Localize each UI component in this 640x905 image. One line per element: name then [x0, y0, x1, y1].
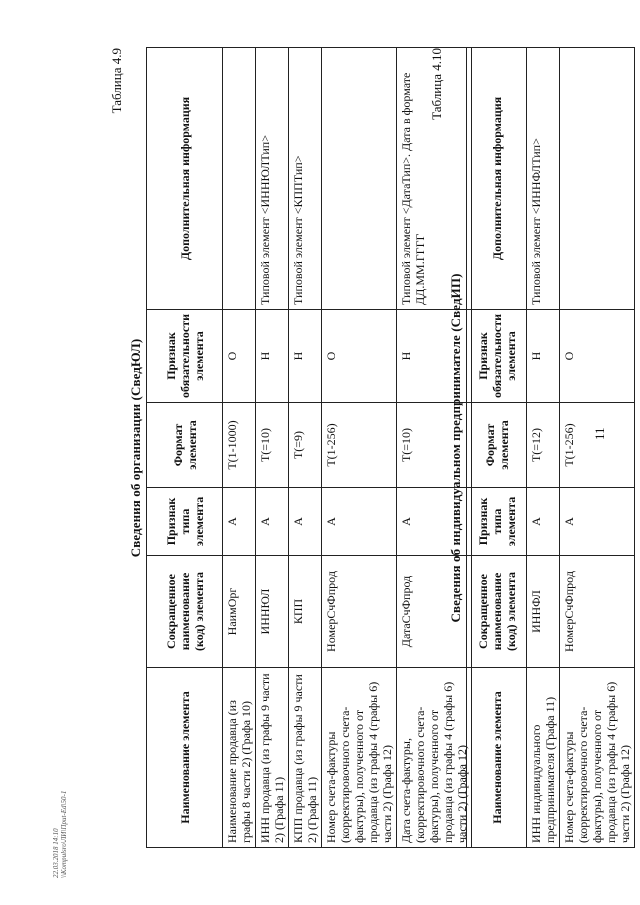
cell-code: НаимОрг	[223, 556, 256, 668]
cell-format: T(=10)	[397, 403, 472, 488]
cell-type: А	[560, 488, 635, 556]
cell-info	[223, 48, 256, 310]
table-row	[289, 48, 322, 848]
cell-info: Типовой элемент <ДатаТип>. Дата в формате ДД.ММ.ГГГГ	[397, 48, 472, 310]
cell-name: Дата счета-фактуры, (корректировочного счета-фактуры), полученного от продавца (из графы 4 (графы 6) части 2) (Графа 12)	[397, 668, 472, 848]
cell-code: ИННФЛ	[527, 556, 560, 668]
cell-type: А	[256, 488, 289, 556]
cell-type: А	[223, 488, 256, 556]
table-row	[322, 48, 397, 848]
col-header-type: Признак типа элемента	[147, 488, 223, 556]
col-header-type: Признак типа элемента	[467, 488, 527, 556]
col-header-format: Формат элемента	[467, 403, 527, 488]
table-4-10	[466, 47, 635, 848]
cell-code: ДатаСчФпрод	[397, 556, 472, 668]
cell-name: Номер счета-фактуры (корректировочного счета-фактуры), полученного от продавца (из графы 4 (графы 6) части 2) (Графа 12)	[322, 668, 397, 848]
cell-required: О	[560, 310, 635, 403]
cell-name: ИНН продавца (из графы 9 части 2) (Графа 11)	[256, 668, 289, 848]
table-4-10-block	[428, 48, 635, 848]
cell-type: А	[322, 488, 397, 556]
cell-code: НомерСчФпрод	[560, 556, 635, 668]
cell-code: КПП	[289, 556, 322, 668]
cell-code: ИННЮЛ	[256, 556, 289, 668]
col-header-info: Дополнительная информация	[467, 48, 527, 310]
table-row	[560, 48, 635, 848]
table-title: Сведения об организации (СведЮЛ)	[128, 338, 143, 558]
col-header-name: Наименование элемента	[467, 668, 527, 848]
cell-required: Н	[397, 310, 472, 403]
cell-required: Н	[289, 310, 322, 403]
col-header-code: Сокращенное наименование (код) элемента	[147, 556, 223, 668]
col-header-name: Наименование элемента	[147, 668, 223, 848]
cell-info: Типовой элемент <ИННЮЛТип>	[256, 48, 289, 310]
cell-code: НомерСчФпрод	[322, 556, 397, 668]
cell-format: T(1-256)	[560, 403, 635, 488]
table-title: Сведения об индивидуальном предпринимателе (СведИП)	[448, 273, 463, 623]
table-4-9-block	[108, 48, 472, 848]
cell-format: T(=12)	[527, 403, 560, 488]
cell-type: А	[397, 488, 472, 556]
col-header-format: Формат элемента	[147, 403, 223, 488]
cell-format: T(=10)	[256, 403, 289, 488]
table-4-9	[146, 47, 472, 848]
cell-name: Наименование продавца (из графы 8 части 2) (Графа 10)	[223, 668, 256, 848]
footer-path: \\Kompulsro\ЛИ\Приt-Ed\50-1	[60, 790, 68, 878]
col-header-code: Сокращенное наименование (код) элемента	[467, 556, 527, 668]
cell-required: О	[223, 310, 256, 403]
page-number: 11	[592, 427, 607, 440]
cell-name: ИНН индивидуального предпринимателя (Графа 11)	[527, 668, 560, 848]
cell-name: КПП продавца (из графы 9 части 2) (Графа 11)	[289, 668, 322, 848]
table-row	[223, 48, 256, 848]
cell-info: Типовой элемент <КППТип>	[289, 48, 322, 310]
cell-info	[560, 48, 635, 310]
table-row	[527, 48, 560, 848]
cell-type: А	[289, 488, 322, 556]
footer-stamp	[52, 791, 68, 878]
cell-required: Н	[527, 310, 560, 403]
cell-info: Типовой элемент <ИННФЛТип>	[527, 48, 560, 310]
cell-type: А	[527, 488, 560, 556]
cell-info	[322, 48, 397, 310]
col-header-required: Признак обязательности элемента	[467, 310, 527, 403]
footer-timestamp: 22.03.2018 14:10	[52, 828, 60, 878]
cell-format: T(1-256)	[322, 403, 397, 488]
col-header-required: Признак обязательности элемента	[147, 310, 223, 403]
cell-required: Н	[256, 310, 289, 403]
cell-format: T(1-1000)	[223, 403, 256, 488]
cell-required: О	[322, 310, 397, 403]
cell-format: T(=9)	[289, 403, 322, 488]
col-header-info: Дополнительная информация	[147, 48, 223, 310]
table-caption: Таблица 4.10	[429, 48, 444, 120]
table-caption: Таблица 4.9	[109, 48, 124, 114]
cell-name: Номер счета-фактуры (корректировочного счета-фактуры), полученного от продавца (из графы 4 (графы 6) части 2) (Графа 12)	[560, 668, 635, 848]
table-row	[256, 48, 289, 848]
